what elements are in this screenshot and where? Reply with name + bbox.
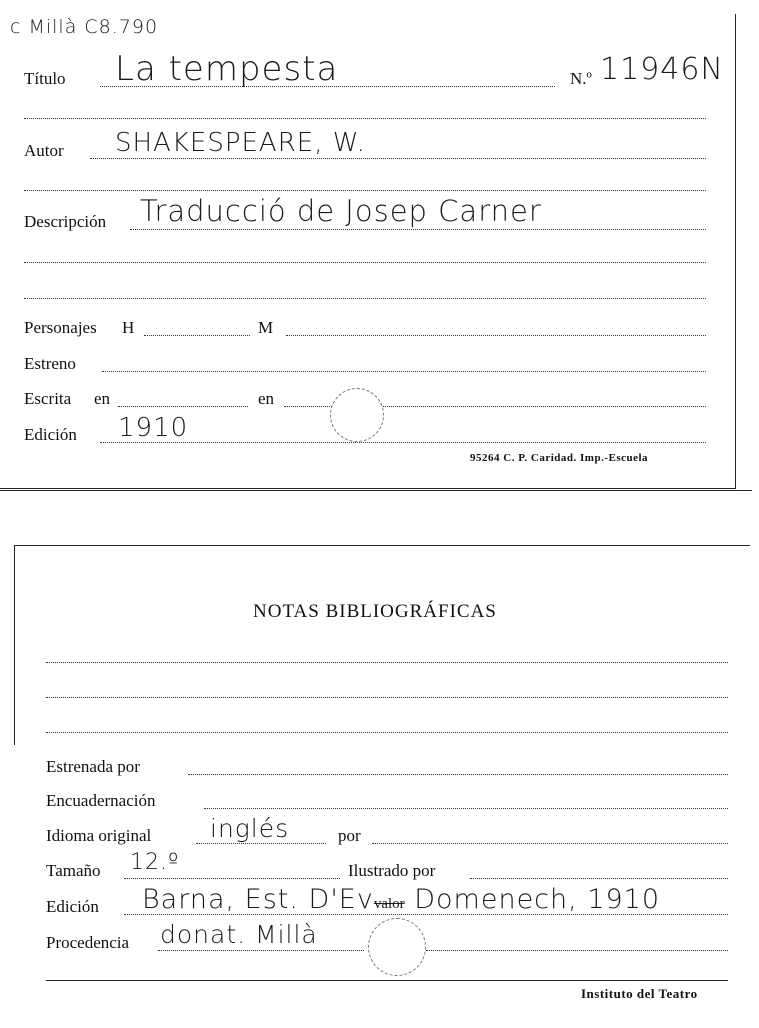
encuadernacion-line	[204, 808, 728, 809]
descripcion-label: Descripción	[24, 212, 107, 231]
escrita-en2-label: en	[258, 389, 275, 408]
estrenada-line	[188, 774, 728, 775]
idioma-value: inglés	[210, 814, 290, 843]
numero-value: 11946N	[600, 52, 724, 87]
personajes-label: Personajes	[24, 318, 97, 337]
edicion-line	[100, 442, 706, 443]
edicion2-struck: valor	[373, 896, 405, 912]
escrita-line-1	[118, 406, 248, 407]
tamano-value: 12.º	[130, 850, 180, 875]
descripcion-line-2	[24, 262, 706, 263]
idioma-label: Idioma original	[46, 826, 152, 845]
descripcion-line-3	[24, 298, 706, 299]
card-back-left-edge	[14, 545, 15, 745]
edicion-value: 1910	[118, 413, 189, 443]
procedencia-line-2	[426, 950, 728, 951]
tamano-line	[124, 878, 340, 879]
procedencia-label: Procedencia	[46, 933, 130, 952]
edicion-label: Edición	[24, 425, 77, 444]
notas-line-2	[46, 697, 728, 698]
notas-heading: NOTAS BIBLIOGRÁFICAS	[253, 601, 497, 622]
descripcion-value: Traducció de Josep Carner	[140, 194, 542, 228]
idioma-por-label: por	[338, 826, 361, 845]
corner-note: c Millà C8.790	[10, 16, 159, 38]
estreno-line	[102, 371, 706, 372]
escrita-label: Escrita	[24, 389, 72, 408]
punch-hole-front	[330, 388, 384, 442]
encuadernacion-label: Encuadernación	[46, 791, 156, 810]
descripcion-line	[130, 229, 706, 230]
notas-line-1	[46, 662, 728, 663]
ilustrado-label: Ilustrado por	[348, 861, 436, 880]
tamano-label: Tamaño	[46, 861, 101, 880]
punch-hole-back	[368, 918, 426, 976]
titulo-value: La tempesta	[115, 49, 339, 89]
procedencia-value: donat. Millà	[160, 920, 318, 949]
card-back-bottom-rule	[46, 980, 728, 981]
printer-credit: 95264 C. P. Caridad. Imp.-Escuela	[470, 452, 649, 464]
autor-line	[90, 158, 706, 159]
numero-label: N.º	[570, 69, 592, 88]
idioma-por-line	[372, 843, 728, 844]
institute-footer: Instituto del Teatro	[581, 986, 698, 1001]
autor-label: Autor	[24, 141, 64, 160]
idioma-line	[196, 843, 326, 844]
personajes-m-line	[286, 335, 706, 336]
edicion2-value	[142, 886, 660, 913]
estrenada-label: Estrenada por	[46, 757, 140, 776]
edicion2-value-b: Domenech, 1910	[414, 884, 661, 915]
card-front-bottom-edge	[0, 490, 752, 491]
autor-line-2	[24, 190, 706, 191]
personajes-h-line	[144, 335, 250, 336]
procedencia-line	[158, 950, 364, 951]
ilustrado-line	[470, 878, 728, 879]
personajes-m-label: M	[258, 318, 274, 337]
autor-value: SHAKESPEARE, W.	[115, 128, 366, 158]
edicion2-label: Edición	[46, 897, 99, 916]
card-back-top-edge	[14, 545, 750, 546]
edicion2-value-a: Barna, Est. D'Ev	[142, 884, 374, 915]
titulo-line-2	[24, 118, 706, 119]
escrita-en-label: en	[94, 389, 111, 408]
titulo-label: Título	[24, 69, 66, 88]
estreno-label: Estreno	[24, 354, 76, 373]
personajes-h-label: H	[122, 318, 135, 337]
notas-line-3	[46, 732, 728, 733]
